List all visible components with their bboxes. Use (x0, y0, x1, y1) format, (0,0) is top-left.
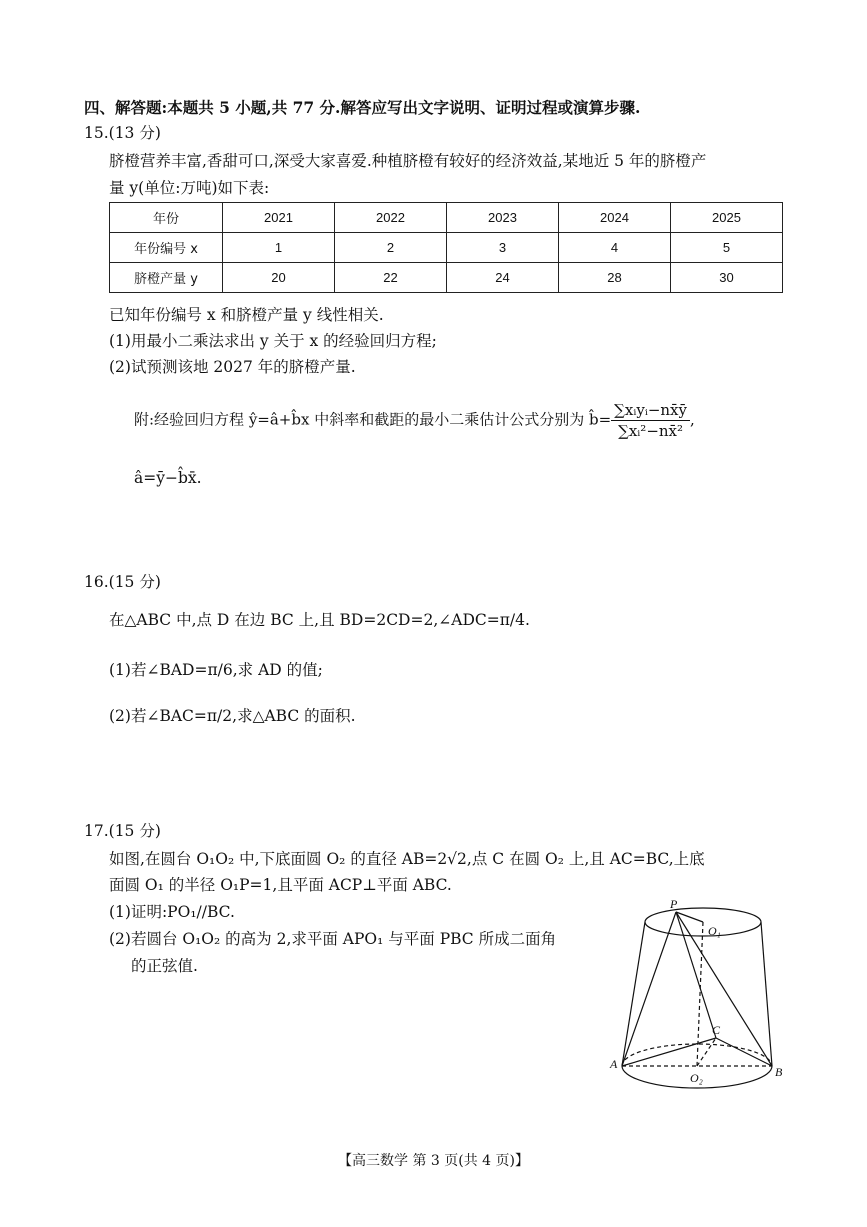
q15-intro-line2: 量 y(单位:万吨)如下表: (109, 179, 270, 197)
table-cell: 1 (223, 233, 335, 263)
table-cell: 24 (447, 263, 559, 293)
q16-part2: (2)若∠BAC=π/2,求△ABC 的面积. (109, 707, 356, 725)
table-cell: 2022 (335, 203, 447, 233)
q16-number: 16.(15 分) (84, 573, 161, 591)
q15-data-table (109, 202, 783, 293)
q15-intro-line1: 脐橙营养丰富,香甜可口,深受大家喜爱.种植脐橙有较好的经济效益,某地近 5 年的脐橙产 (109, 152, 707, 170)
table-cell: 2023 (447, 203, 559, 233)
table-cell: 22 (335, 263, 447, 293)
frustum-figure (600, 890, 800, 1090)
label-O2: O₂ (690, 1071, 703, 1085)
q17-stem-line1: 如图,在圆台 O₁O₂ 中,下底面圆 O₂ 的直径 AB=2√2,点 C 在圆 O₂ 上,且 AC=BC,上底 (109, 850, 705, 868)
q15-part2: (2)试预测该地 2027 年的脐橙产量. (109, 358, 356, 376)
q17-part2-line2: 的正弦值. (131, 957, 198, 975)
appendix-suffix: , (690, 410, 695, 429)
q17-stem-line2: 面圆 O₁ 的半径 O₁P=1,且平面 ACP⊥平面 ABC. (109, 876, 452, 894)
label-P: P (670, 897, 678, 911)
q15-appendix (134, 400, 695, 441)
q17-part1: (1)证明:PO₁//BC. (109, 903, 235, 921)
page-footer: 【高三数学 第 3 页(共 4 页)】 (338, 1153, 529, 1169)
row-label: 年份 (110, 203, 223, 233)
table-cell: 4 (559, 233, 671, 263)
table-cell: 2 (335, 233, 447, 263)
table-cell: 20 (223, 263, 335, 293)
appendix-prefix: 附:经验回归方程 ŷ=â+b̂x 中斜率和截距的最小二乘估计公式分别为 b̂= (134, 410, 612, 429)
table-cell: 5 (671, 233, 783, 263)
table-cell: 2021 (223, 203, 335, 233)
q16-stem: 在△ABC 中,点 D 在边 BC 上,且 BD=2CD=2,∠ADC=π/4. (109, 611, 530, 629)
left-side-line (622, 922, 645, 1066)
line-PO1 (676, 912, 703, 922)
table-cell: 28 (559, 263, 671, 293)
label-O1: O₁ (708, 924, 721, 938)
q16-part1: (1)若∠BAD=π/6,求 AD 的值; (109, 661, 323, 679)
label-A: A (610, 1057, 618, 1071)
q17-part2-line1: (2)若圆台 O₁O₂ 的高为 2,求平面 APO₁ 与平面 PBC 所成二面角 (109, 930, 557, 948)
line-AC (622, 1038, 716, 1066)
table-row (110, 233, 783, 263)
table-row (110, 263, 783, 293)
table-row (110, 203, 783, 233)
q15-part1: (1)用最小二乘法求出 y 关于 x 的经验回归方程; (109, 332, 437, 350)
row-label: 年份编号 x (110, 233, 223, 263)
q15-number: 15.(13 分) (84, 124, 161, 142)
q17-number: 17.(15 分) (84, 822, 161, 840)
line-PA (622, 912, 676, 1066)
table-cell: 2025 (671, 203, 783, 233)
row-label: 脐橙产量 y (110, 263, 223, 293)
table-cell: 30 (671, 263, 783, 293)
right-side-line (761, 922, 772, 1066)
slope-fraction (611, 400, 690, 441)
q15-appendix-line2: â=ȳ−b̂x̄. (134, 469, 202, 487)
table-cell: 3 (447, 233, 559, 263)
fraction-numerator: ∑xᵢyᵢ−nx̄ȳ (611, 400, 690, 421)
q15-after-table: 已知年份编号 x 和脐橙产量 y 线性相关. (109, 306, 384, 324)
fraction-denominator: ∑xᵢ²−nx̄² (618, 422, 684, 440)
label-C: C (712, 1023, 721, 1037)
section-heading: 四、解答题:本题共 5 小题,共 77 分.解答应写出文字说明、证明过程或演算步骤. (84, 98, 641, 117)
table-cell: 2024 (559, 203, 671, 233)
label-B: B (775, 1065, 783, 1079)
